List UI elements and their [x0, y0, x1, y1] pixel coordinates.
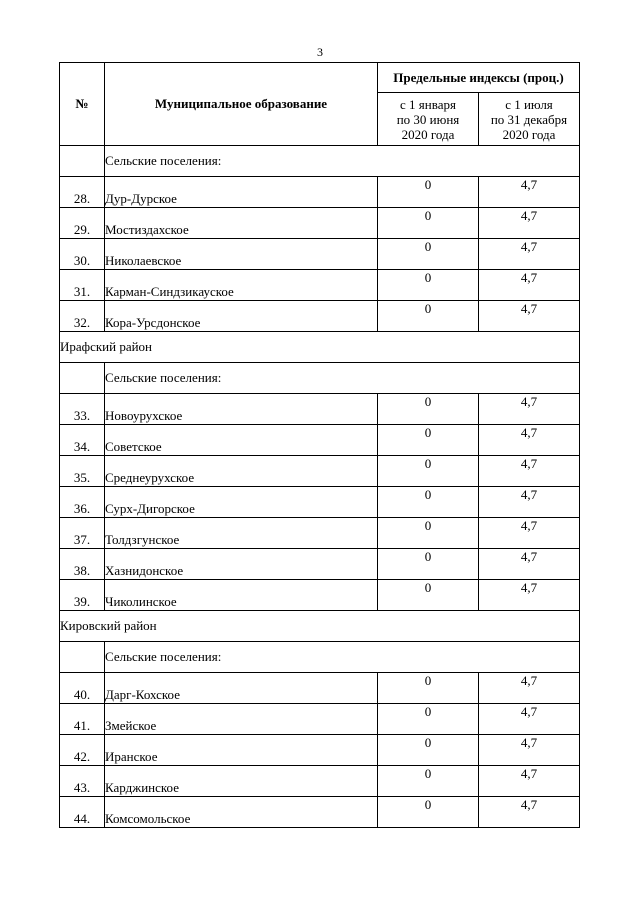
index-second-half: 4,7	[479, 208, 580, 239]
index-first-half: 0	[378, 580, 479, 611]
index-second-half: 4,7	[479, 704, 580, 735]
indices-table	[59, 62, 580, 828]
index-first-half: 0	[378, 549, 479, 580]
index-first-half: 0	[378, 425, 479, 456]
index-second-half: 4,7	[479, 580, 580, 611]
table-row	[60, 549, 580, 580]
index-second-half: 4,7	[479, 673, 580, 704]
table-row	[60, 239, 580, 270]
municipality-name: Дарг-Кохское	[105, 673, 378, 704]
table-header	[60, 63, 580, 146]
row-number: 30.	[60, 239, 105, 270]
subgroup-row	[60, 363, 580, 394]
empty-cell	[60, 146, 105, 177]
table-row	[60, 735, 580, 766]
header-limit-indices: Предельные индексы (проц.)	[378, 63, 580, 93]
table-row	[60, 518, 580, 549]
row-number: 38.	[60, 549, 105, 580]
index-second-half: 4,7	[479, 735, 580, 766]
header-number: №	[60, 63, 105, 146]
index-first-half: 0	[378, 177, 479, 208]
row-number: 41.	[60, 704, 105, 735]
district-row	[60, 611, 580, 642]
table-body	[60, 146, 580, 828]
index-second-half: 4,7	[479, 797, 580, 828]
index-first-half: 0	[378, 518, 479, 549]
municipality-name: Мостиздахское	[105, 208, 378, 239]
table-row	[60, 456, 580, 487]
empty-cell	[60, 363, 105, 394]
municipality-name: Сурх-Дигорское	[105, 487, 378, 518]
table-row	[60, 797, 580, 828]
municipality-name: Новоурухское	[105, 394, 378, 425]
index-second-half: 4,7	[479, 425, 580, 456]
index-second-half: 4,7	[479, 394, 580, 425]
index-second-half: 4,7	[479, 456, 580, 487]
index-second-half: 4,7	[479, 239, 580, 270]
index-first-half: 0	[378, 394, 479, 425]
index-second-half: 4,7	[479, 766, 580, 797]
header-period-2: с 1 июля по 31 декабря 2020 года	[479, 93, 580, 146]
municipality-name: Хазнидонское	[105, 549, 378, 580]
table-row	[60, 270, 580, 301]
index-first-half: 0	[378, 735, 479, 766]
municipality-name: Карман-Синдзикауское	[105, 270, 378, 301]
row-number: 44.	[60, 797, 105, 828]
row-number: 32.	[60, 301, 105, 332]
index-second-half: 4,7	[479, 177, 580, 208]
table-row	[60, 487, 580, 518]
municipality-name: Чиколинское	[105, 580, 378, 611]
municipality-name: Комсомольское	[105, 797, 378, 828]
index-second-half: 4,7	[479, 518, 580, 549]
index-first-half: 0	[378, 766, 479, 797]
table-row	[60, 766, 580, 797]
table-row	[60, 673, 580, 704]
index-first-half: 0	[378, 673, 479, 704]
row-number: 29.	[60, 208, 105, 239]
district-label: Кировский район	[60, 611, 580, 642]
row-number: 35.	[60, 456, 105, 487]
municipality-name: Дур-Дурское	[105, 177, 378, 208]
index-first-half: 0	[378, 208, 479, 239]
row-number: 31.	[60, 270, 105, 301]
page-number: 3	[317, 45, 323, 59]
row-number: 37.	[60, 518, 105, 549]
index-second-half: 4,7	[479, 301, 580, 332]
district-label: Ирафский район	[60, 332, 580, 363]
row-number: 40.	[60, 673, 105, 704]
subgroup-label: Сельские поселения:	[105, 146, 580, 177]
row-number: 43.	[60, 766, 105, 797]
municipality-name: Николаевское	[105, 239, 378, 270]
municipality-name: Толдзгунское	[105, 518, 378, 549]
index-first-half: 0	[378, 239, 479, 270]
table-row	[60, 425, 580, 456]
row-number: 36.	[60, 487, 105, 518]
index-second-half: 4,7	[479, 487, 580, 518]
row-number: 42.	[60, 735, 105, 766]
table-row	[60, 177, 580, 208]
header-municipality: Муниципальное образование	[105, 63, 378, 146]
row-number: 39.	[60, 580, 105, 611]
table-row	[60, 208, 580, 239]
index-first-half: 0	[378, 797, 479, 828]
row-number: 34.	[60, 425, 105, 456]
row-number: 28.	[60, 177, 105, 208]
subgroup-row	[60, 642, 580, 673]
index-first-half: 0	[378, 270, 479, 301]
index-first-half: 0	[378, 704, 479, 735]
municipality-name: Змейское	[105, 704, 378, 735]
index-second-half: 4,7	[479, 270, 580, 301]
municipality-name: Карджинское	[105, 766, 378, 797]
municipality-name: Иранское	[105, 735, 378, 766]
empty-cell	[60, 642, 105, 673]
district-row	[60, 332, 580, 363]
header-period-1: с 1 января по 30 июня 2020 года	[378, 93, 479, 146]
index-first-half: 0	[378, 301, 479, 332]
table-row	[60, 704, 580, 735]
municipality-name: Среднеурухское	[105, 456, 378, 487]
subgroup-label: Сельские поселения:	[105, 642, 580, 673]
index-first-half: 0	[378, 487, 479, 518]
table-row	[60, 580, 580, 611]
table-row	[60, 394, 580, 425]
index-second-half: 4,7	[479, 549, 580, 580]
index-first-half: 0	[378, 456, 479, 487]
table-row	[60, 301, 580, 332]
subgroup-label: Сельские поселения:	[105, 363, 580, 394]
municipality-name: Советское	[105, 425, 378, 456]
subgroup-row	[60, 146, 580, 177]
municipality-name: Кора-Урсдонское	[105, 301, 378, 332]
row-number: 33.	[60, 394, 105, 425]
